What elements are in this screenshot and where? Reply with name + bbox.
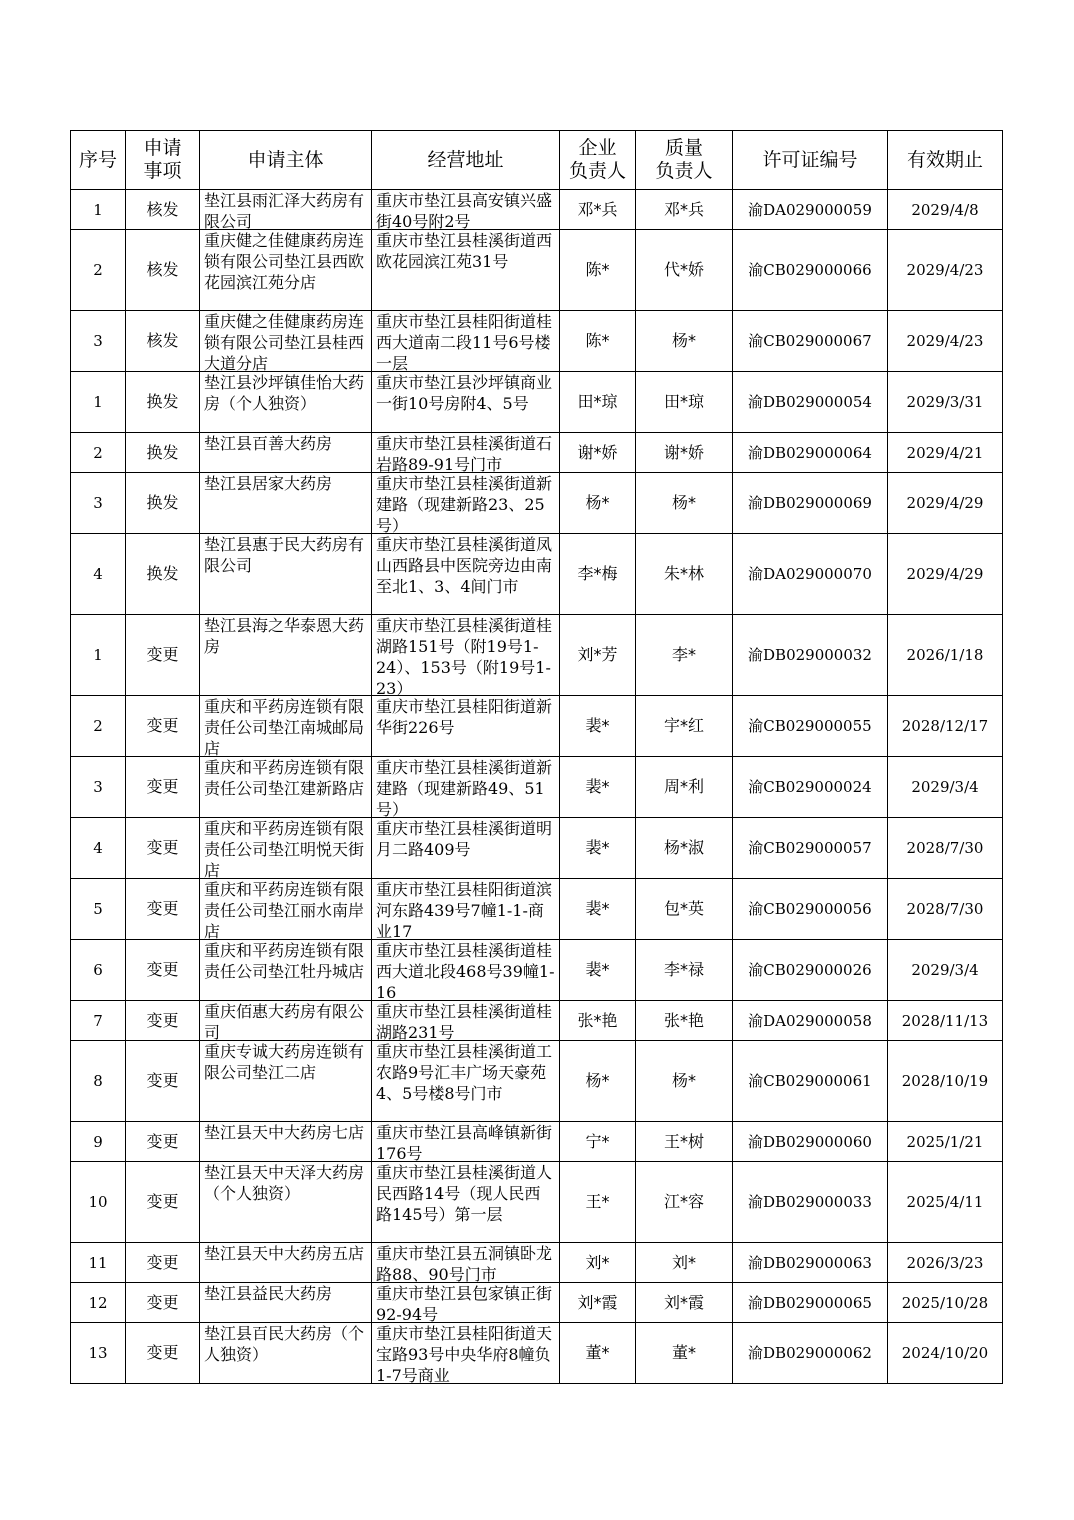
cell-address <box>372 696 560 757</box>
cell-quality-person: 江*容 <box>636 1162 733 1243</box>
cell-entity-text: 垫江县惠于民大药房有限公司 <box>204 535 365 575</box>
cell-seq: 1 <box>71 190 126 230</box>
cell-seq: 4 <box>71 818 126 879</box>
cell-address-text: 重庆市垫江县桂溪街道明月二路409号 <box>376 819 553 859</box>
cell-entity-text: 垫江县天中天泽大药房（个人独资） <box>204 1163 365 1203</box>
header-license-no: 许可证编号 <box>733 131 888 190</box>
cell-license-no: 渝CB029000061 <box>733 1041 888 1122</box>
cell-expiry: 2029/3/31 <box>888 372 1003 433</box>
cell-quality-person: 李*禄 <box>636 940 733 1001</box>
cell-entity <box>200 1283 372 1323</box>
cell-entity <box>200 615 372 696</box>
cell-expiry: 2028/10/19 <box>888 1041 1003 1122</box>
cell-legal-person: 裴* <box>560 757 636 818</box>
cell-quality-person: 张*艳 <box>636 1001 733 1041</box>
cell-entity <box>200 372 372 433</box>
cell-license-no: 渝CB029000055 <box>733 696 888 757</box>
cell-seq: 10 <box>71 1162 126 1243</box>
cell-address <box>372 372 560 433</box>
header-entity: 申请主体 <box>200 131 372 190</box>
cell-seq: 1 <box>71 372 126 433</box>
cell-seq: 2 <box>71 230 126 311</box>
cell-type: 变更 <box>126 615 200 696</box>
cell-address-text: 重庆市垫江县高安镇兴盛街40号附2号 <box>376 191 553 231</box>
cell-legal-person: 谢*娇 <box>560 433 636 473</box>
cell-seq: 5 <box>71 879 126 940</box>
cell-legal-person: 裴* <box>560 818 636 879</box>
cell-address <box>372 940 560 1001</box>
cell-type: 变更 <box>126 1041 200 1122</box>
cell-entity-text: 重庆和平药房连锁有限责任公司垫江明悦天街店 <box>204 819 365 880</box>
cell-address-text: 重庆市垫江县桂溪街道桂湖路151号（附19号1-24）、153号（附19号1-23） <box>376 616 553 698</box>
cell-address <box>372 1122 560 1162</box>
cell-expiry: 2029/4/29 <box>888 534 1003 615</box>
cell-legal-person: 刘* <box>560 1243 636 1283</box>
cell-entity <box>200 879 372 940</box>
cell-address-text: 重庆市垫江县桂阳街道桂西大道南二段11号6号楼一层 <box>376 312 553 373</box>
cell-license-no: 渝DA029000059 <box>733 190 888 230</box>
cell-quality-person: 田*琼 <box>636 372 733 433</box>
header-seq: 序号 <box>71 131 126 190</box>
cell-address-text: 重庆市垫江县桂溪街道工农路9号汇丰广场天豪苑4、5号楼8号门市 <box>376 1042 553 1103</box>
cell-entity <box>200 757 372 818</box>
cell-legal-person: 裴* <box>560 696 636 757</box>
cell-expiry: 2029/4/23 <box>888 230 1003 311</box>
cell-license-no: 渝DB029000069 <box>733 473 888 534</box>
cell-license-no: 渝DB029000032 <box>733 615 888 696</box>
cell-entity-text: 垫江县天中大药房七店 <box>204 1123 365 1142</box>
cell-legal-person: 杨* <box>560 1041 636 1122</box>
cell-entity <box>200 311 372 372</box>
cell-seq: 12 <box>71 1283 126 1323</box>
cell-type: 换发 <box>126 433 200 473</box>
cell-quality-person: 董* <box>636 1323 733 1384</box>
cell-type: 核发 <box>126 230 200 311</box>
cell-address <box>372 534 560 615</box>
cell-entity <box>200 696 372 757</box>
cell-legal-person: 邓*兵 <box>560 190 636 230</box>
cell-entity-text: 重庆和平药房连锁有限责任公司垫江牡丹城店 <box>204 941 365 981</box>
cell-legal-person: 陈* <box>560 311 636 372</box>
table-row <box>71 757 1003 818</box>
cell-entity-text: 垫江县雨汇泽大药房有限公司 <box>204 191 365 231</box>
cell-type: 变更 <box>126 757 200 818</box>
cell-legal-person: 王* <box>560 1162 636 1243</box>
cell-license-no: 渝CB029000026 <box>733 940 888 1001</box>
table-row <box>71 1001 1003 1041</box>
cell-license-no: 渝DB029000063 <box>733 1243 888 1283</box>
table-row <box>71 311 1003 372</box>
table-row <box>71 534 1003 615</box>
cell-license-no: 渝DB029000064 <box>733 433 888 473</box>
cell-license-no: 渝CB029000056 <box>733 879 888 940</box>
cell-legal-person: 刘*芳 <box>560 615 636 696</box>
cell-expiry: 2025/1/21 <box>888 1122 1003 1162</box>
cell-quality-person: 包*英 <box>636 879 733 940</box>
table-row <box>71 190 1003 230</box>
cell-address-text: 重庆市垫江县桂溪街道新建路（现建新路23、25号） <box>376 474 553 535</box>
cell-address-text: 重庆市垫江县桂溪街道人民西路14号（现人民西路145号）第一层 <box>376 1163 553 1224</box>
header-address: 经营地址 <box>372 131 560 190</box>
table-row <box>71 940 1003 1001</box>
cell-entity-text: 垫江县百民大药房（个人独资） <box>204 1324 365 1364</box>
cell-type: 换发 <box>126 372 200 433</box>
cell-expiry: 2029/3/4 <box>888 757 1003 818</box>
table-row <box>71 1243 1003 1283</box>
cell-type: 变更 <box>126 1122 200 1162</box>
cell-entity <box>200 473 372 534</box>
cell-quality-person: 王*树 <box>636 1122 733 1162</box>
cell-address <box>372 230 560 311</box>
cell-entity-text: 重庆健之佳健康药房连锁有限公司垫江县西欧花园滨江苑分店 <box>204 231 365 292</box>
table-row <box>71 818 1003 879</box>
cell-quality-person: 周*利 <box>636 757 733 818</box>
cell-quality-person: 代*娇 <box>636 230 733 311</box>
cell-entity <box>200 818 372 879</box>
header-row <box>71 131 1003 190</box>
header-expiry: 有效期止 <box>888 131 1003 190</box>
table-row <box>71 1122 1003 1162</box>
cell-type: 变更 <box>126 879 200 940</box>
cell-entity-text: 重庆佰惠大药房有限公司 <box>204 1002 365 1042</box>
cell-license-no: 渝DA029000070 <box>733 534 888 615</box>
cell-expiry: 2024/10/20 <box>888 1323 1003 1384</box>
cell-seq: 3 <box>71 311 126 372</box>
cell-type: 变更 <box>126 696 200 757</box>
cell-address <box>372 190 560 230</box>
cell-address-text: 重庆市垫江县桂阳街道天宝路93号中央华府8幢负1-7号商业 <box>376 1324 553 1385</box>
table-row <box>71 879 1003 940</box>
table-row <box>71 1323 1003 1384</box>
license-table-sheet <box>70 130 1003 1384</box>
cell-license-no: 渝DB029000054 <box>733 372 888 433</box>
cell-address <box>372 1243 560 1283</box>
cell-expiry: 2029/4/8 <box>888 190 1003 230</box>
cell-seq: 2 <box>71 433 126 473</box>
cell-expiry: 2029/3/4 <box>888 940 1003 1001</box>
cell-entity <box>200 230 372 311</box>
cell-type: 变更 <box>126 940 200 1001</box>
cell-entity-text: 重庆和平药房连锁有限责任公司垫江建新路店 <box>204 758 365 798</box>
cell-entity-text: 重庆专诚大药房连锁有限公司垫江二店 <box>204 1042 365 1082</box>
table-row <box>71 372 1003 433</box>
cell-entity <box>200 1041 372 1122</box>
cell-entity-text: 重庆和平药房连锁有限责任公司垫江丽水南岸店 <box>204 880 365 941</box>
cell-expiry: 2026/1/18 <box>888 615 1003 696</box>
cell-seq: 3 <box>71 757 126 818</box>
cell-entity-text: 重庆和平药房连锁有限责任公司垫江南城邮局店 <box>204 697 365 758</box>
table-row <box>71 696 1003 757</box>
cell-entity-text: 垫江县益民大药房 <box>204 1284 333 1303</box>
table-row <box>71 1162 1003 1243</box>
cell-address <box>372 818 560 879</box>
cell-type: 变更 <box>126 1283 200 1323</box>
cell-quality-person: 刘* <box>636 1243 733 1283</box>
cell-entity-text: 垫江县海之华泰恩大药房 <box>204 616 365 656</box>
cell-entity <box>200 1162 372 1243</box>
cell-entity <box>200 940 372 1001</box>
table-body <box>71 190 1003 1384</box>
cell-quality-person: 宇*红 <box>636 696 733 757</box>
cell-seq: 2 <box>71 696 126 757</box>
cell-address <box>372 1323 560 1384</box>
cell-address <box>372 757 560 818</box>
cell-seq: 3 <box>71 473 126 534</box>
cell-quality-person: 谢*娇 <box>636 433 733 473</box>
cell-address-text: 重庆市垫江县桂阳街道滨河东路439号7幢1-1-商业17 <box>376 880 553 941</box>
cell-address-text: 重庆市垫江县桂溪街道凤山西路县中医院旁边由南至北1、3、4间门市 <box>376 535 553 596</box>
cell-seq: 4 <box>71 534 126 615</box>
cell-legal-person: 宁* <box>560 1122 636 1162</box>
cell-seq: 1 <box>71 615 126 696</box>
cell-quality-person: 邓*兵 <box>636 190 733 230</box>
cell-expiry: 2029/4/21 <box>888 433 1003 473</box>
cell-legal-person: 田*琼 <box>560 372 636 433</box>
cell-address <box>372 473 560 534</box>
cell-seq: 11 <box>71 1243 126 1283</box>
cell-address <box>372 879 560 940</box>
cell-address <box>372 1001 560 1041</box>
cell-entity <box>200 1243 372 1283</box>
license-table <box>70 130 1003 1384</box>
cell-quality-person: 李* <box>636 615 733 696</box>
cell-license-no: 渝DB029000060 <box>733 1122 888 1162</box>
cell-expiry: 2028/12/17 <box>888 696 1003 757</box>
cell-address-text: 重庆市垫江县桂溪街道桂湖路231号 <box>376 1002 553 1042</box>
header-legal-person: 企业 负责人 <box>560 131 636 190</box>
cell-expiry: 2025/10/28 <box>888 1283 1003 1323</box>
header-type: 申请 事项 <box>126 131 200 190</box>
cell-address <box>372 433 560 473</box>
cell-address <box>372 1283 560 1323</box>
cell-entity <box>200 433 372 473</box>
cell-expiry: 2029/4/23 <box>888 311 1003 372</box>
cell-license-no: 渝CB029000024 <box>733 757 888 818</box>
cell-type: 变更 <box>126 1243 200 1283</box>
cell-entity <box>200 190 372 230</box>
cell-legal-person: 裴* <box>560 879 636 940</box>
cell-legal-person: 陈* <box>560 230 636 311</box>
cell-address-text: 重庆市垫江县包家镇正街92-94号 <box>376 1284 553 1324</box>
cell-entity-text: 垫江县百善大药房 <box>204 434 333 453</box>
table-row <box>71 230 1003 311</box>
cell-address-text: 重庆市垫江县沙坪镇商业一街10号房附4、5号 <box>376 373 553 413</box>
cell-address-text: 重庆市垫江县桂溪街道桂西大道北段468号39幢1-16 <box>376 941 555 1002</box>
cell-expiry: 2028/11/13 <box>888 1001 1003 1041</box>
cell-address <box>372 1041 560 1122</box>
cell-type: 核发 <box>126 311 200 372</box>
cell-expiry: 2025/4/11 <box>888 1162 1003 1243</box>
cell-address <box>372 311 560 372</box>
cell-type: 变更 <box>126 1162 200 1243</box>
table-row <box>71 1283 1003 1323</box>
cell-type: 变更 <box>126 1323 200 1384</box>
cell-address-text: 重庆市垫江县高峰镇新街176号 <box>376 1123 553 1163</box>
cell-seq: 8 <box>71 1041 126 1122</box>
cell-entity-text: 垫江县沙坪镇佳怡大药房（个人独资） <box>204 373 365 413</box>
cell-type: 核发 <box>126 190 200 230</box>
cell-license-no: 渝DA029000058 <box>733 1001 888 1041</box>
cell-legal-person: 裴* <box>560 940 636 1001</box>
cell-license-no: 渝CB029000066 <box>733 230 888 311</box>
cell-license-no: 渝DB029000065 <box>733 1283 888 1323</box>
table-row <box>71 615 1003 696</box>
table-row <box>71 433 1003 473</box>
cell-address-text: 重庆市垫江县桂溪街道石岩路89-91号门市 <box>376 434 553 474</box>
cell-type: 换发 <box>126 473 200 534</box>
cell-type: 变更 <box>126 1001 200 1041</box>
cell-expiry: 2028/7/30 <box>888 818 1003 879</box>
cell-legal-person: 张*艳 <box>560 1001 636 1041</box>
table-row <box>71 473 1003 534</box>
cell-expiry: 2026/3/23 <box>888 1243 1003 1283</box>
cell-address-text: 重庆市垫江县五洞镇卧龙路88、90号门市 <box>376 1244 553 1284</box>
cell-expiry: 2028/7/30 <box>888 879 1003 940</box>
cell-type: 换发 <box>126 534 200 615</box>
cell-entity-text: 重庆健之佳健康药房连锁有限公司垫江县桂西大道分店 <box>204 312 365 373</box>
cell-legal-person: 董* <box>560 1323 636 1384</box>
cell-entity <box>200 1001 372 1041</box>
table-row <box>71 1041 1003 1122</box>
cell-legal-person: 杨* <box>560 473 636 534</box>
cell-entity <box>200 1122 372 1162</box>
cell-entity <box>200 534 372 615</box>
cell-entity-text: 垫江县居家大药房 <box>204 474 333 493</box>
cell-quality-person: 朱*林 <box>636 534 733 615</box>
cell-entity <box>200 1323 372 1384</box>
cell-type: 变更 <box>126 818 200 879</box>
cell-seq: 6 <box>71 940 126 1001</box>
cell-quality-person: 杨* <box>636 1041 733 1122</box>
cell-address <box>372 1162 560 1243</box>
cell-entity-text: 垫江县天中大药房五店 <box>204 1244 365 1263</box>
cell-license-no: 渝CB029000057 <box>733 818 888 879</box>
cell-quality-person: 杨*淑 <box>636 818 733 879</box>
cell-legal-person: 李*梅 <box>560 534 636 615</box>
cell-address-text: 重庆市垫江县桂阳街道新华街226号 <box>376 697 553 737</box>
cell-quality-person: 杨* <box>636 311 733 372</box>
cell-address-text: 重庆市垫江县桂溪街道新建路（现建新路49、51号） <box>376 758 553 819</box>
header-quality-person: 质量 负责人 <box>636 131 733 190</box>
cell-legal-person: 刘*霞 <box>560 1283 636 1323</box>
cell-seq: 9 <box>71 1122 126 1162</box>
cell-quality-person: 刘*霞 <box>636 1283 733 1323</box>
cell-seq: 7 <box>71 1001 126 1041</box>
cell-license-no: 渝DB029000062 <box>733 1323 888 1384</box>
cell-address <box>372 615 560 696</box>
cell-quality-person: 杨* <box>636 473 733 534</box>
cell-license-no: 渝DB029000033 <box>733 1162 888 1243</box>
cell-address-text: 重庆市垫江县桂溪街道西欧花园滨江苑31号 <box>376 231 553 271</box>
cell-expiry: 2029/4/29 <box>888 473 1003 534</box>
cell-seq: 13 <box>71 1323 126 1384</box>
cell-license-no: 渝CB029000067 <box>733 311 888 372</box>
